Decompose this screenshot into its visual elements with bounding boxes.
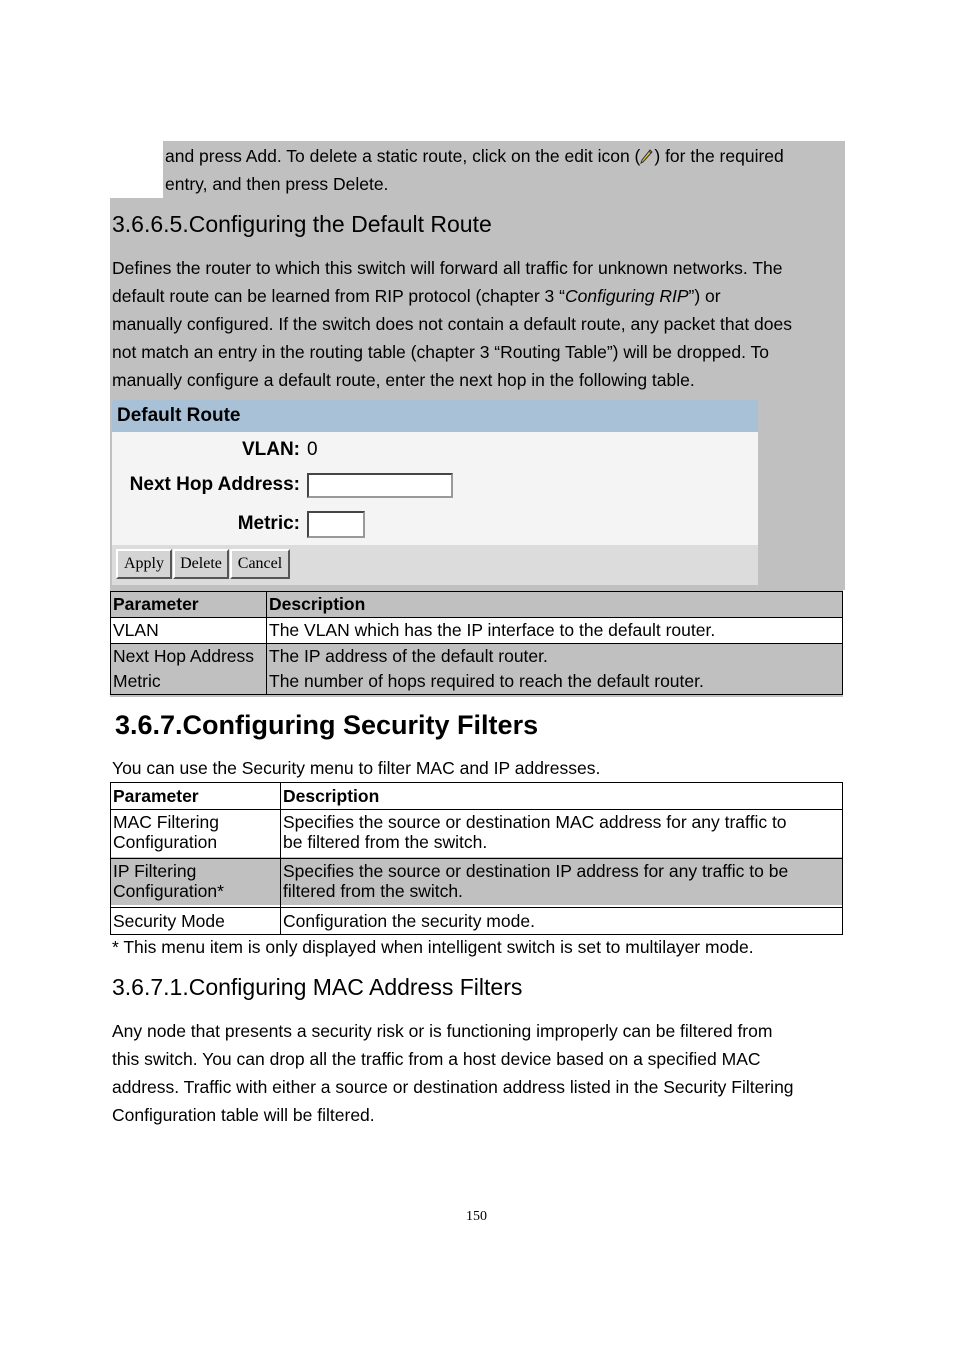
- table-cell: Next Hop Address: [111, 644, 267, 670]
- table-cell: IP Filtering Configuration*: [111, 859, 281, 908]
- panel-title: Default Route: [112, 400, 758, 432]
- header-parameter: Parameter: [111, 783, 281, 810]
- vlan-value: 0: [307, 439, 318, 460]
- metric-label: Metric:: [237, 513, 300, 534]
- next-hop-label: Next Hop Address:: [129, 474, 300, 495]
- para-line-2: default route can be learned from RIP protocol (chapter 3 “Configuring RIP”) or: [112, 286, 721, 306]
- table-cell: MAC Filtering Configuration: [111, 810, 281, 859]
- table-row: [111, 669, 843, 695]
- table-cell: Configuration the security mode.: [281, 908, 843, 935]
- vlan-row: [112, 437, 758, 463]
- header-description: Description: [281, 783, 843, 810]
- metric-row: [112, 510, 758, 538]
- default-route-parameter-table: [110, 591, 843, 695]
- mac-line-4: Configuration table will be filtered.: [112, 1105, 375, 1125]
- pencil-edit-icon: [640, 144, 654, 172]
- apply-button[interactable]: Apply: [116, 549, 172, 579]
- table-header-row: [111, 783, 843, 810]
- default-route-paragraph: [112, 254, 792, 394]
- para-line-3: manually configured. If the switch does not contain a default route, any packet that does: [112, 314, 793, 334]
- table-row: [111, 859, 843, 908]
- footnote: * This menu item is only displayed when intelligent switch is set to multilayer mode.: [112, 937, 754, 957]
- security-parameter-table: [110, 782, 843, 935]
- table-row: [111, 618, 843, 644]
- security-intro: You can use the Security menu to filter MAC and IP addresses.: [112, 758, 601, 778]
- table-cell: The VLAN which has the IP interface to the default router.: [267, 618, 843, 644]
- intro-line-1: and press Add. To delete a static route, click on the edit icon ( ) for the required: [165, 142, 784, 172]
- mac-filters-heading: 3.6.7.1.Configuring MAC Address Filters: [112, 974, 523, 1000]
- table-header-row: [111, 592, 843, 618]
- table-cell: VLAN: [111, 618, 267, 644]
- security-filters-heading: 3.6.7.Configuring Security Filters: [115, 710, 539, 740]
- next-hop-input[interactable]: [307, 473, 453, 498]
- mac-line-2: this switch. You can drop all the traffic from a host device based on a specified MAC: [112, 1049, 761, 1069]
- table-cell: The IP address of the default router.: [267, 644, 843, 670]
- cancel-button[interactable]: Cancel: [230, 549, 290, 579]
- table-row: [111, 644, 843, 670]
- table-cell: Metric: [111, 669, 267, 695]
- header-parameter: Parameter: [111, 592, 267, 618]
- para-line-1: Defines the router to which this switch will forward all traffic for unknown networks. The: [112, 258, 783, 278]
- table-cell: The number of hops required to reach the default router.: [267, 669, 843, 695]
- header-description: Description: [267, 592, 843, 618]
- metric-input[interactable]: [307, 511, 365, 538]
- panel-button-bar: [112, 545, 758, 585]
- page-number: 150: [466, 1209, 487, 1224]
- mac-line-3: address. Traffic with either a source or destination address listed in the Security Filtering: [112, 1077, 794, 1097]
- para-line-4: not match an entry in the routing table (chapter 3 “Routing Table”) will be dropped. To: [112, 342, 769, 362]
- default-route-heading: 3.6.6.5.Configuring the Default Route: [112, 211, 492, 237]
- mac-filters-paragraph: [112, 1017, 794, 1129]
- mac-line-1: Any node that presents a security risk or is functioning improperly can be filtered from: [112, 1021, 773, 1041]
- para-line-5: manually configure a default route, enter the next hop in the following table.: [112, 370, 695, 390]
- table-row: [111, 810, 843, 859]
- intro-line-2: entry, and then press Delete.: [165, 174, 389, 194]
- table-cell: Specifies the source or destination IP address for any traffic to be filtered from the switch.: [281, 859, 843, 908]
- table-cell: Security Mode: [111, 908, 281, 935]
- next-hop-row: [112, 471, 758, 499]
- table-cell: Specifies the source or destination MAC address for any traffic to be filtered from the switch.: [281, 810, 843, 859]
- vlan-label: VLAN:: [241, 439, 300, 460]
- default-route-panel: [112, 400, 758, 585]
- table-row: [111, 908, 843, 935]
- delete-button[interactable]: Delete: [173, 549, 229, 579]
